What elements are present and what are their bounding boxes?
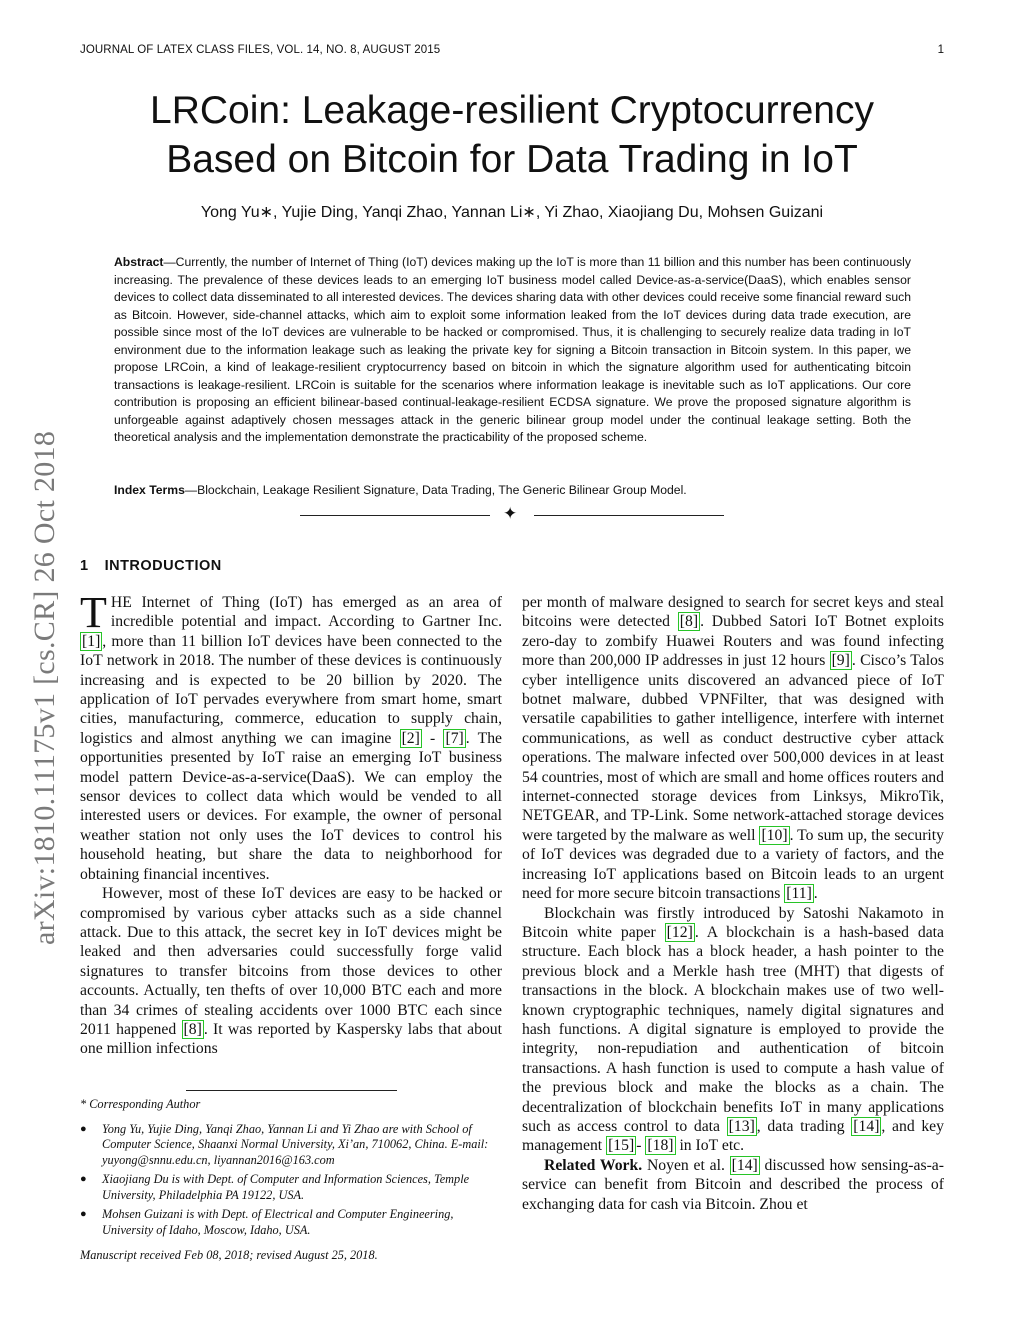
footnote-rule bbox=[186, 1090, 397, 1091]
citation-link[interactable]: [14] bbox=[853, 1117, 880, 1135]
text-run: . bbox=[813, 885, 818, 903]
text-run: , data trading bbox=[756, 1117, 852, 1135]
citation-link[interactable]: [12] bbox=[666, 923, 693, 941]
citation-link[interactable]: [11] bbox=[786, 885, 812, 903]
arxiv-identifier-stamp: arXiv:1810.11175v1 [cs.CR] 26 Oct 2018 bbox=[28, 430, 61, 945]
citation-link[interactable]: [10] bbox=[761, 826, 788, 844]
citation-link[interactable]: [18] bbox=[647, 1137, 674, 1155]
paper-title bbox=[80, 86, 944, 184]
abstract-label: Abstract bbox=[114, 255, 164, 269]
text-run: , more than 11 billion IoT devices have been connected to the IoT network in 2018. The number of these devices is continuously increasing and is expected to be 20 billion by 2020. The application of IoT pervades everywhere from smart home, smart cities, manufacturing, commerce, education to supply chain, logistics and almost anything we can imagine bbox=[80, 632, 502, 747]
intro-paragraph-1 bbox=[80, 588, 502, 884]
section-number: 1 bbox=[80, 558, 89, 574]
title-line-2: Based on Bitcoin for Data Trading in IoT bbox=[166, 138, 858, 181]
text-run: HE Internet of Thing (IoT) has emerged as an area of incredible potential and impact. According to Gartner Inc. bbox=[110, 594, 502, 631]
right-column bbox=[522, 593, 944, 1214]
page-number: 1 bbox=[937, 44, 944, 56]
citation-link[interactable]: [8] bbox=[183, 1020, 202, 1038]
citation-link[interactable]: [8] bbox=[679, 613, 699, 631]
citation-link[interactable]: [9] bbox=[831, 652, 850, 670]
divider-rule-right bbox=[534, 515, 724, 516]
text-run: - bbox=[421, 729, 444, 747]
text-run: , and key management bbox=[522, 1117, 944, 1155]
index-terms-label: Index Terms bbox=[114, 483, 185, 497]
drop-cap: T bbox=[80, 588, 107, 637]
title-line-1: LRCoin: Leakage-resilient Cryptocurrency bbox=[150, 89, 874, 132]
section-title: INTRODUCTION bbox=[104, 558, 222, 574]
intro-paragraph-3 bbox=[522, 593, 944, 904]
text-run: per month of malware designed to search for secret keys and steal bitcoins were detected bbox=[522, 594, 944, 631]
left-column bbox=[80, 588, 502, 1059]
citation-link[interactable]: [1] bbox=[82, 632, 101, 650]
intro-paragraph-4 bbox=[522, 904, 944, 1156]
intro-paragraph-2 bbox=[80, 884, 502, 1059]
running-header: JOURNAL OF LATEX CLASS FILES, VOL. 14, NO. 8, AUGUST 2015 bbox=[80, 44, 441, 56]
divider-star-icon: ✦ bbox=[503, 504, 518, 523]
affiliation-item bbox=[80, 1172, 502, 1203]
text-run: . It was reported by Kaspersky labs that about one million infections bbox=[80, 1020, 502, 1058]
related-work-paragraph bbox=[522, 1156, 944, 1214]
affiliation-item bbox=[80, 1207, 502, 1238]
section-divider bbox=[300, 506, 724, 526]
abstract-text: —Currently, the number of Internet of Thing (IoT) devices making up the IoT is more than 11 billion and this number has been continuously increasing. The prevalence of these devices leads to an emerging IoT business model called Device-as-a-service(DaaS), which enables sensor devices to collect data disseminated to all interested devices. The devices sharing data with other devices could receive some financial reward such as Bitcoin. However, side-channel attacks, which aim to exploit some information leaked from the IoT devices during data trade execution, are possible since most of the IoT devices are vulnerable to be hacked or compromised. Thus, it is challenging to securely realize data trading in IoT environment due to the information leakage such as leaking the private key for signing a Bitcoin transaction in Bitcoin system. In this paper, we propose LRCoin, a kind of leakage-resilient cryptocurrency based on bitcoin in which the signature algorithm used for authenticating bitcoin transactions is leakage-resilient. LRCoin is suitable for the scenarios where information leakage is inevitable such as IoT applications. Our core contribution is proposing an efficient bilinear-based continual-leakage-resilient ECDSA signature. We prove the proposed signature algorithm is unforgeable against adaptively chosen messages attack in the generic bilinear group model under the continual leakage setting. Both the theoretical analysis and the implementation demonstrate the practicability of the proposed scheme. bbox=[114, 255, 911, 444]
index-terms bbox=[114, 482, 911, 499]
text-run: in IoT etc. bbox=[675, 1137, 745, 1155]
abstract bbox=[114, 254, 911, 447]
corresponding-author-note: * Corresponding Author bbox=[80, 1097, 201, 1111]
text-run: . A blockchain is a hash-based data structure. Each block has a block header, a hash pointer to the previous block and a Merkle hash tree (MHT) that digests of transactions in the block. A blockchain makes use of two well-known cryptographic techniques, namely digital signatures and hash functions. A digital signature is employed to provide the integrity, non-repudiation and authentication of bitcoin transactions. A hash function is used to compute a hash value of the previous block and make the blocks as a chain. The decentralization of blockchain benefits IoT in many applications such as access control to data bbox=[522, 923, 944, 1135]
citation-link[interactable]: [13] bbox=[728, 1117, 755, 1135]
citation-link[interactable]: [2] bbox=[401, 729, 420, 747]
text-run: discussed how sensing-as-a-service can benefit from Bitcoin and described the process of exchanging data for cash via Bitcoin. Zhou et bbox=[522, 1156, 944, 1213]
citation-link[interactable]: [14] bbox=[731, 1156, 758, 1174]
footnotes bbox=[80, 1097, 502, 1276]
affiliation-item bbox=[80, 1122, 502, 1169]
citation-link[interactable]: [7] bbox=[445, 729, 464, 747]
bullet-icon: ● bbox=[80, 1208, 87, 1220]
text-run: Blockchain was firstly introduced by Satoshi Nakamoto in Bitcoin white paper bbox=[522, 904, 944, 941]
divider-rule-left bbox=[300, 515, 490, 516]
bullet-icon: ● bbox=[80, 1173, 87, 1185]
text-run: Noyen et al. bbox=[642, 1156, 730, 1174]
affiliation-text: Yong Yu, Yujie Ding, Yanqi Zhao, Yannan Li and Yi Zhao are with School of Computer Science, Shaanxi Normal University, Xi’an, 710062, China. E-mail: yuyong@snnu.edu.cn, liyannan2016@163.com bbox=[102, 1121, 489, 1167]
text-run: . To sum up, the security of IoT devices was degraded due to a variety of factors, and the increasing IoT applications based on Bitcoin leads to an urgent need for more secure bitcoin transactions bbox=[522, 826, 944, 903]
section-heading bbox=[80, 558, 222, 574]
author-list: Yong Yu∗, Yujie Ding, Yanqi Zhao, Yannan Li∗, Yi Zhao, Xiaojiang Du, Mohsen Guizani bbox=[200, 204, 824, 221]
text-run: . Dubbed Satori IoT Botnet exploits zero-day to zombify Huawei Routers and was found infecting more than 200,000 IP addresses in just 12 hours bbox=[522, 613, 944, 670]
affiliation-list bbox=[80, 1122, 502, 1239]
affiliation-text: Mohsen Guizani is with Dept. of Electrical and Computer Engineering, University of Idaho, Moscow, Idaho, USA. bbox=[102, 1207, 454, 1237]
text-run: - bbox=[636, 1137, 646, 1155]
manuscript-dates: Manuscript received Feb 08, 2018; revised August 25, 2018. bbox=[80, 1248, 378, 1262]
bullet-icon: ● bbox=[80, 1122, 87, 1135]
text-run: . The opportunities presented by IoT raise an emerging IoT business model pattern Device-as-a-service(DaaS). We can employ the sensor devices to collect data which would be vended to all interested users or devices. For example, the owner of personal weather station not only uses the IoT devices to control his household heating, but share the data to neighborhood for obtaining financial incentives. bbox=[80, 729, 502, 883]
text-run: However, most of these IoT devices are easy to be hacked or compromised by various cyber attacks such as a side channel attack. Due to this attack, the secret key in IoT devices might be leaked and then adversaries could successfully forge valid signatures to transfer bitcoins from those devices to other accounts. Actually, ten thefts of over 10,000 BTC each and more than 34 crimes of stealing accidents over 1000 BTC each since 2011 happened bbox=[80, 885, 502, 1038]
affiliation-text: Xiaojiang Du is with Dept. of Computer and Information Sciences, Temple University, Philadelphia PA 19122, USA. bbox=[102, 1172, 470, 1202]
text-run: . Cisco’s Talos cyber intelligence units discovered an advanced piece of IoT botnet malware, dubbed VPNFilter, that was designed with versatile capabilities to gather intelligence, interfere with internet communications, as well as conduct destructive cyber attack operations. The malware infected over 500,000 devices in at least 54 countries, most of which are small and home offices routers and internet-connected storage devices from Linksys, MikroTik, NETGEAR, and TP-Link. Some network-attached storage devices were targeted by the malware as well bbox=[522, 652, 945, 844]
related-work-label: Related Work. bbox=[544, 1156, 643, 1174]
citation-link[interactable]: [15] bbox=[608, 1137, 635, 1155]
index-terms-text: —Blockchain, Leakage Resilient Signature, Data Trading, The Generic Bilinear Group Model. bbox=[184, 483, 687, 497]
